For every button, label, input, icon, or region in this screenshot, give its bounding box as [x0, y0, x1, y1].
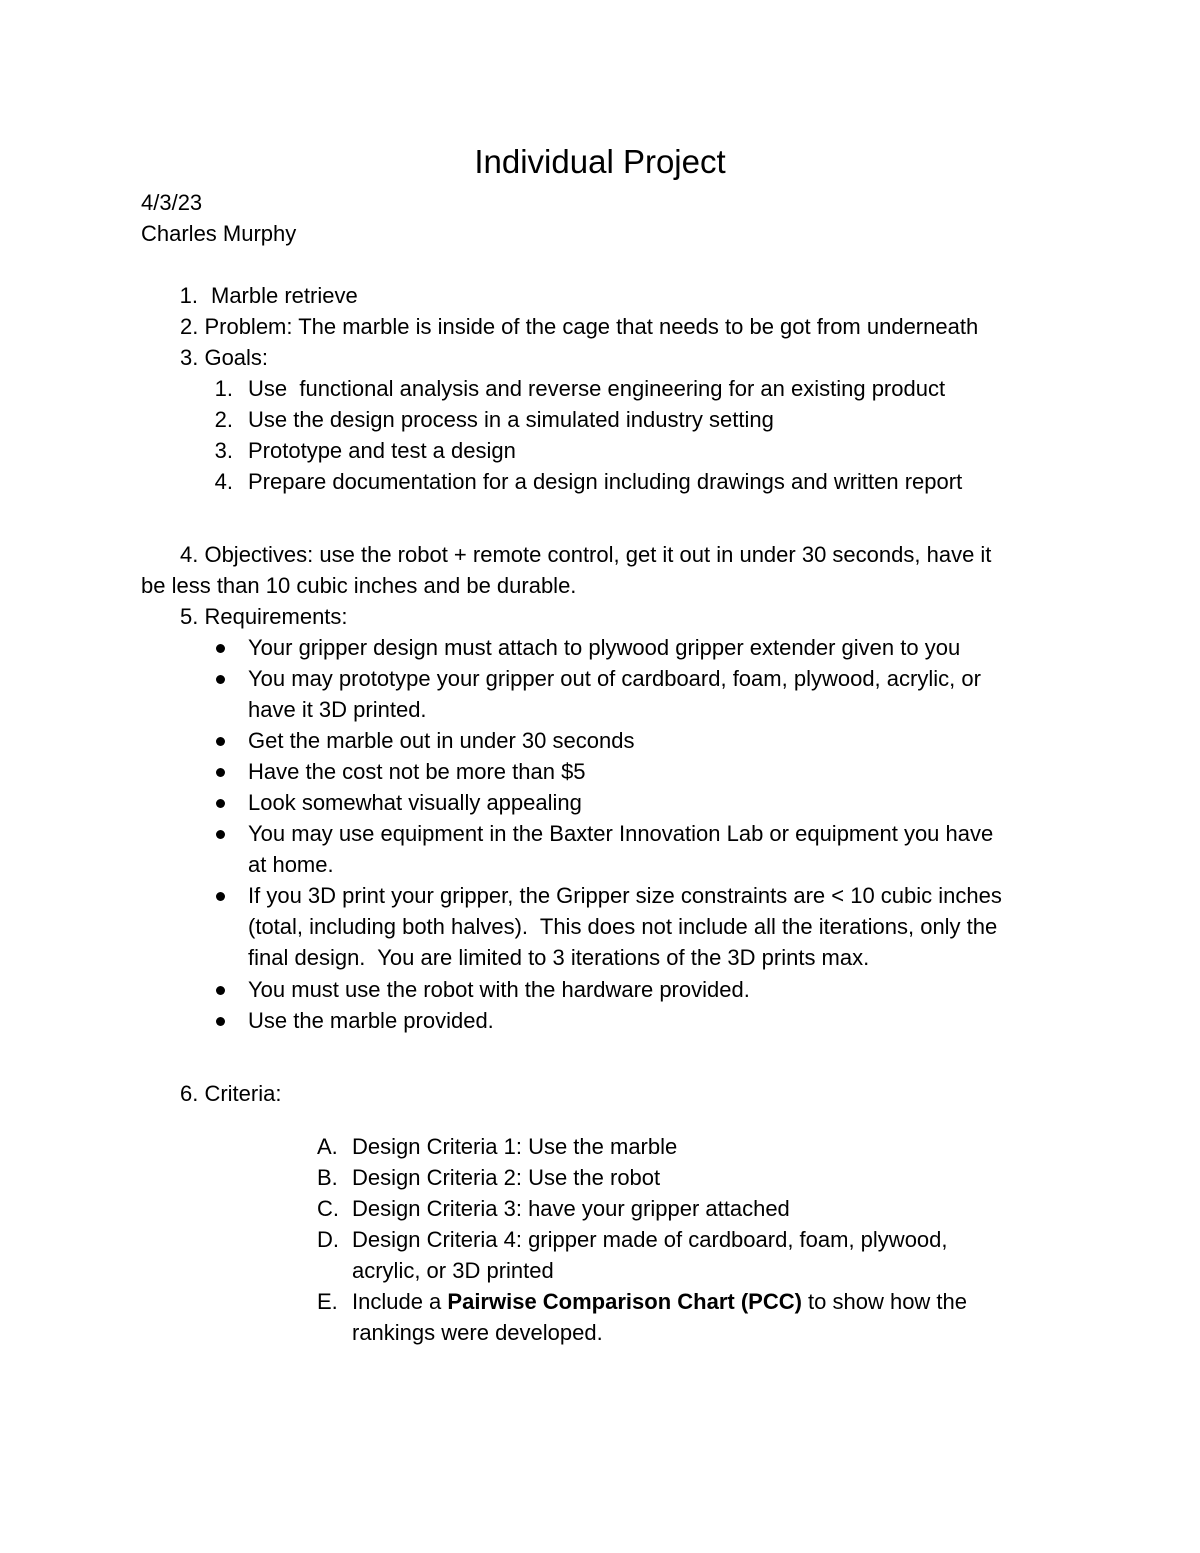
list-letter: A.: [317, 1134, 338, 1159]
goals-heading: 3. Goals:: [180, 345, 269, 370]
page-title: Individual Project: [474, 143, 726, 180]
list-text: Design Criteria 4: gripper made of cardboard, foam, plywood,: [352, 1227, 948, 1252]
date: 4/3/23: [141, 190, 203, 215]
criteria-heading: 6. Criteria:: [180, 1081, 282, 1106]
list-item: You must use the robot with the hardware provided.: [248, 977, 750, 1002]
list-number: 1.: [214, 376, 233, 401]
list-item-continued: acrylic, or 3D printed: [352, 1258, 554, 1283]
list-text: Use functional analysis and reverse engineering for an existing product: [248, 376, 946, 401]
list-item: You may use equipment in the Baxter Innovation Lab or equipment you have: [248, 821, 994, 846]
author: Charles Murphy: [141, 221, 297, 246]
list-item: Have the cost not be more than $5: [248, 759, 586, 784]
list-item-continued: final design. You are limited to 3 iterations of the 3D prints max.: [248, 945, 870, 970]
list-letter: B.: [317, 1165, 338, 1190]
list-letter: C.: [317, 1196, 339, 1221]
list-number: 1.: [179, 283, 198, 308]
list-item: Use the marble provided.: [248, 1008, 494, 1033]
bullet-icon: [216, 830, 225, 839]
list-item: If you 3D print your gripper, the Gripper size constraints are < 10 cubic inches: [248, 883, 1002, 908]
list-item-continued: at home.: [248, 852, 334, 877]
list-number: 4.: [214, 469, 233, 494]
list-item-continued: (total, including both halves). This does not include all the iterations, only the: [248, 914, 998, 939]
list-text: Marble retrieve: [211, 283, 358, 308]
bullet-icon: [216, 644, 225, 653]
bullet-icon: [216, 986, 225, 995]
bullet-icon: [216, 675, 225, 684]
list-item: Get the marble out in under 30 seconds: [248, 728, 635, 753]
bullet-icon: [216, 1017, 225, 1026]
list-number: 2.: [214, 407, 233, 432]
pcc-emphasis: Pairwise Comparison Chart (PCC): [447, 1289, 802, 1314]
list-text: Prepare documentation for a design including drawings and written report: [248, 469, 963, 494]
list-text: Design Criteria 1: Use the marble: [352, 1134, 678, 1159]
bullet-icon: [216, 768, 225, 777]
list-number: 3.: [214, 438, 233, 463]
list-text-post: to show how the: [801, 1289, 968, 1314]
objectives-line-2: be less than 10 cubic inches and be durable.: [141, 573, 577, 598]
list-item: Look somewhat visually appealing: [248, 790, 582, 815]
list-text-pre: Include a: [352, 1289, 448, 1314]
list-text: Design Criteria 2: Use the robot: [352, 1165, 661, 1190]
list-text: Design Criteria 3: have your gripper attached: [352, 1196, 790, 1221]
list-text: Prototype and test a design: [248, 438, 516, 463]
list-item: You may prototype your gripper out of cardboard, foam, plywood, acrylic, or: [248, 666, 981, 691]
bullet-icon: [216, 799, 225, 808]
list-text: Use the design process in a simulated industry setting: [248, 407, 774, 432]
list-item-continued: have it 3D printed.: [248, 697, 427, 722]
requirements-heading: 5. Requirements:: [180, 604, 348, 629]
bullet-icon: [216, 892, 225, 901]
list-item-continued: rankings were developed.: [352, 1320, 603, 1345]
list-text: [352, 1286, 967, 1317]
list-letter: D.: [317, 1227, 339, 1252]
problem-item: 2. Problem: The marble is inside of the cage that needs to be got from underneath: [180, 314, 979, 339]
list-item: Your gripper design must attach to plywood gripper extender given to you: [248, 635, 961, 660]
objectives-line-1: 4. Objectives: use the robot + remote control, get it out in under 30 seconds, have it: [180, 542, 992, 567]
bullet-icon: [216, 737, 225, 746]
list-letter: E.: [317, 1289, 338, 1314]
